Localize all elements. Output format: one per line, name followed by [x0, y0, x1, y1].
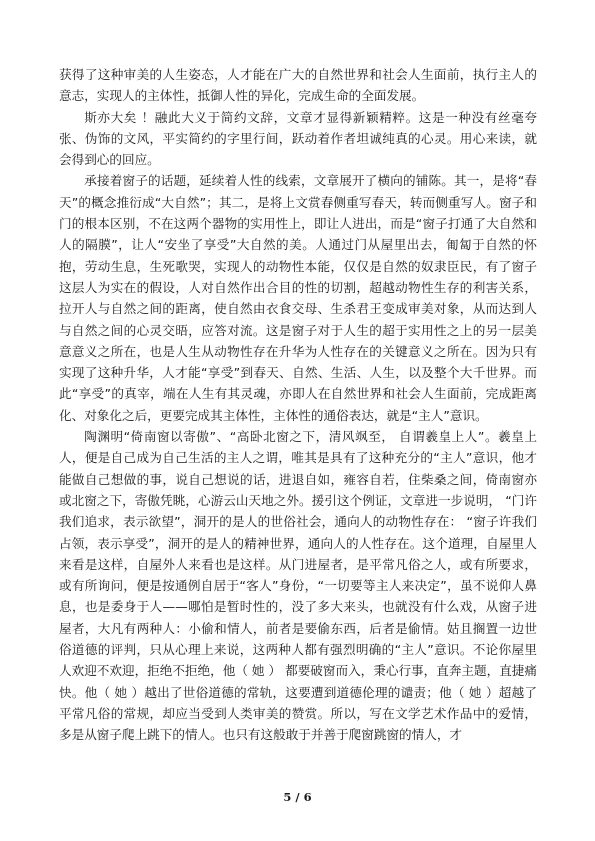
paragraph-2: 斯亦大矣 ！融此大义于简约文辞，文章才显得新颖精粹。这是一种没有丝毫夸张、伪饰的文风，平实简约的字里行间，跃动着作者坦诚纯真的心灵。用心来读，就会得到心的回应。 — [59, 109, 537, 168]
paragraph-3: 承接着窗子的话题，延续着人性的线索，文章展开了横向的铺陈。其一，是将“春天”的概念推衍成“大自然”；其二，是将上文赏春侧重写春天，转而侧重写人。窗子和门的根本区别，不在这两个器物的实用性上，即让人进出，而是“窗子打通了大自然和人的隔膜”，让人“安坐了享受”大自然的美。人通过门从屋里出去，匍匐于自然的怀抱，劳动生息，生死歌哭，实现人的动物性本能，仅仅是自然的奴隶臣民，有了窗子这层人为实在的假设，人对自然作出合目的性的切割，超越动物性生存的利害关系，拉开人与自然之间的距离，使自然由衣食交母、生杀君王变成审美对象，从而达到人与自然之间的心灵交晤，应答对流。这是窗子对于人生的超于实用性之上的另一层美意意义之所在，也是人生从动物性存在升华为人性存在的关键意义之所在。因为只有实现了这种升华，人才能“享受”到春天、自然、生活、人生，以及整个大千世界。而此“享受”的真宰，端在人生有其灵魂，亦即人在自然世界和社会人生面前，完成距离化、对象化之后，更要完成其主体性，主体性的通俗表达，就是“主人”意识。 — [59, 173, 537, 423]
paragraph-1: 获得了这种审美的人生姿态，人才能在广大的自然世界和社会人生面前，执行主人的意志，实现人的主体性，抵御人性的异化，完成生命的全面发展。 — [59, 67, 537, 104]
paragraph-4: 陶渊明“倚南窗以寄傲”、“高卧北窗之下，清风飒至， 自谓羲皇上人”。羲皇上人，便是自己成为自己生活的主人之谓，唯其是具有了这种充分的“主人”意识，他才能做自己想做的事，说自己想说的话，进退自如，雍容自若，住柴桑之间，倚南窗亦或北窗之下，寄傲凭眺，心游云山天地之外。援引这个例证，文章进一步说明， “门许我们追求，表示欲望”，洞开的是人的世俗社会，通向人的动物性存在： “窗子许我们占领，表示享受”，洞开的是人的精神世界，通向人的人性存在。这个道理，自屋里人来看是这样，自屋外人来看也是这样。从门进屋者，是平常凡俗之人，或有所要求，或有所询问，便是按通例自居于“客人”身份，“一切要等主人来决定”，虽不说仰人鼻息，也是委身于人——哪怕是暂时性的，没了多大来头，也就没有什么戏，从窗子进屋者，大凡有两种人：小偷和情人，前者是要偷东西，后者是偷情。姑且搁置一边世俗道德的评判，只从心理上来说，这两种人都有强烈明确的“主人”意识。不论你屋里人欢迎不欢迎，拒绝不拒绝，他（ 她 ） 都要破窗而入，秉心行事，直奔主题，直捷痛快。他（ 她 ）越出了世俗道德的常轨，这要遭到道德伦理的谴责；他（ 她 ）超越了平常凡俗的常规，却应当受到人类审美的赞赏。所以，写在文学艺术作品中的爱情，多是从窗子爬上跳下的情人。也只有这般敢于并善于爬窗跳窗的情人，才 — [59, 429, 537, 743]
document-body — [59, 64, 537, 746]
page-number: 5 / 6 — [283, 790, 312, 804]
